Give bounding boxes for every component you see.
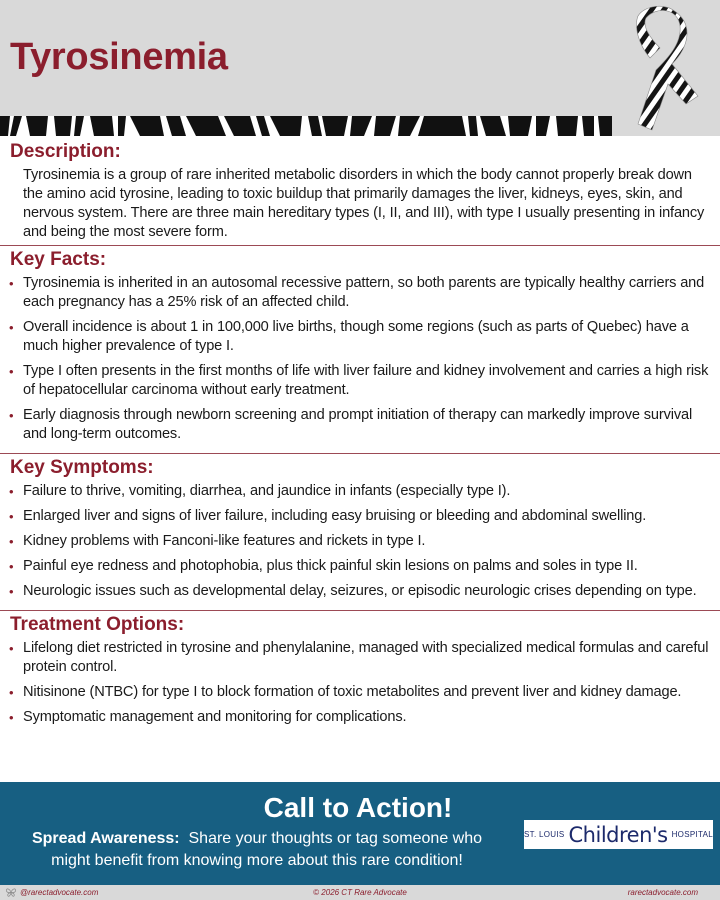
zebra-awareness-ribbon-icon: [616, 4, 716, 134]
cta-body: Share your thoughts or tag someone who might benefit from knowing more about this rare condition!: [51, 830, 483, 869]
key-symptoms-list: [0, 482, 720, 601]
content: [0, 138, 720, 736]
bullet-icon: •: [9, 559, 14, 574]
bullet-icon: •: [9, 584, 14, 599]
description-text: Tyrosinemia is a group of rare inherited metabolic disorders in which the body cannot properly break down the amino acid tyrosine, leading to toxic buildup that primarily damages the liver, kidneys, eyes, skin, and nervous system. There are three main hereditary types (I, II, and III), with type I usually presenting in infancy and being the most severe form.: [23, 167, 705, 240]
footer: [0, 885, 720, 900]
bullet-icon: •: [9, 320, 14, 335]
hospital-logo: [524, 820, 713, 849]
bullet-icon: •: [9, 534, 14, 549]
social-handle-link[interactable]: @rarectadvocate.com: [20, 888, 99, 897]
website-link[interactable]: rarectadvocate.com: [627, 888, 698, 897]
list-item: • Nitisinone (NTBC) for type I to block formation of toxic metabolites and prevent liver and kidney damage.: [9, 684, 682, 700]
footer-copyright: © 2026 CT Rare Advocate: [313, 888, 407, 897]
key-symptoms-heading: Key Symptoms:: [10, 457, 154, 478]
bullet-icon: •: [9, 484, 14, 499]
key-symptoms-section: [0, 454, 720, 611]
treatment-section: [0, 611, 720, 736]
bullet-icon: •: [9, 408, 14, 423]
call-to-action-banner: [0, 782, 720, 885]
description-heading: Description:: [10, 141, 121, 162]
treatment-heading: Treatment Options:: [10, 614, 185, 635]
zebra-stripe-banner: [0, 116, 612, 136]
bullet-icon: •: [9, 276, 14, 291]
cta-text: [12, 828, 502, 872]
logo-main: Children's: [568, 822, 668, 847]
treatment-list: [0, 639, 720, 727]
description-section: [0, 138, 720, 246]
bullet-icon: •: [9, 641, 14, 656]
list-item: • Enlarged liver and signs of liver failure, including easy bruising or bleeding and abdominal swelling.: [9, 508, 647, 524]
list-item: • Painful eye redness and photophobia, plus thick painful skin lesions on palms and soles in type II.: [9, 558, 638, 574]
cta-title: Call to Action!: [263, 792, 453, 823]
list-item: • Type I often presents in the first months of life with liver failure and kidney involvement and carries a high risk of hepatocellular carcinoma without early treatment.: [9, 363, 709, 398]
list-item: • Tyrosinemia is inherited in an autosomal recessive pattern, so both parents are typically healthy carriers and each pregnancy has a 25% risk of an affected child.: [9, 275, 705, 310]
key-facts-list: [0, 274, 720, 444]
bullet-icon: •: [9, 509, 14, 524]
page-title: Tyrosinemia: [10, 36, 228, 78]
list-item: • Symptomatic management and monitoring for complications.: [9, 709, 407, 725]
cta-lead: Spread Awareness:: [31, 830, 180, 847]
bullet-icon: •: [9, 710, 14, 725]
list-item: • Neurologic issues such as developmental delay, seizures, or episodic neurologic crises depending on type.: [9, 583, 697, 599]
key-facts-heading: Key Facts:: [10, 249, 107, 270]
list-item: • Lifelong diet restricted in tyrosine and phenylalanine, managed with specialized medical formulas and careful protein control.: [9, 640, 709, 675]
list-item: • Failure to thrive, vomiting, diarrhea, and jaundice in infants (especially type I).: [9, 483, 511, 499]
list-item: • Early diagnosis through newborn screening and prompt initiation of therapy can markedly improve survival and long-term outcomes.: [9, 407, 693, 442]
logo-suffix: HOSPITAL: [671, 830, 713, 839]
bullet-icon: •: [9, 364, 14, 379]
key-facts-section: [0, 246, 720, 454]
bullet-icon: •: [9, 685, 14, 700]
header: [0, 0, 720, 136]
logo-prefix: ST. LOUIS: [524, 830, 565, 839]
list-item: • Overall incidence is about 1 in 100,000 live births, though some regions (such as parts of Quebec) have a much higher prevalence of type I.: [9, 319, 689, 354]
list-item: • Kidney problems with Fanconi-like features and rickets in type I.: [9, 533, 426, 549]
